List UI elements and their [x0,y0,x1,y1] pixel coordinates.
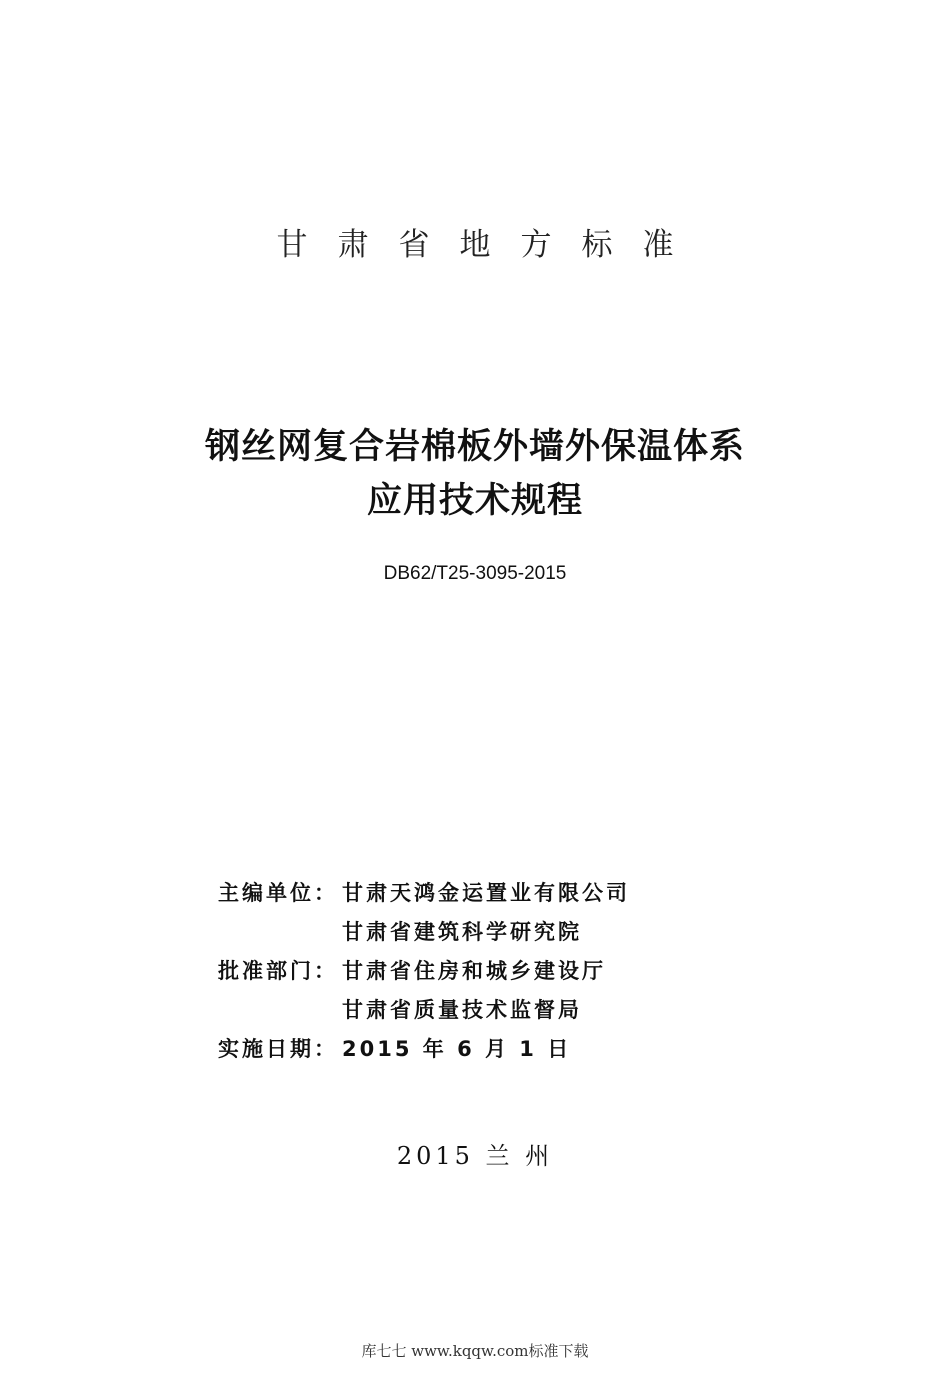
info-block [218,872,778,1067]
effective-date-row [218,1028,778,1067]
document-title [0,420,950,528]
approver-2: 甘肃省质量技术监督局 [342,997,582,1022]
document-category: 甘肃省地方标准 [276,227,704,263]
title-line-1: 钢丝网复合岩棉板外墙外保温体系 [204,427,745,467]
chief-editor-row [218,872,778,911]
chief-editor-row-2 [218,911,778,950]
standard-code: DB62/T25-3095-2015 [383,563,567,584]
effective-date: 2015 年 6 月 1 日 [342,1036,572,1061]
chief-editor-2: 甘肃省建筑科学研究院 [342,919,582,944]
chief-editor-label: 主编单位： [218,880,338,905]
publication-place-date: 2015 兰 州 [396,1142,554,1170]
watermark-text: 库七七 www.kqqw.com标准下载 [361,1342,589,1360]
approver-row-2 [218,989,778,1028]
approver-1: 甘肃省住房和城乡建设厅 [342,958,606,983]
approver-row [218,950,778,989]
effective-date-label: 实施日期： [218,1036,338,1061]
title-line-2: 应用技术规程 [366,481,583,521]
chief-editor-1: 甘肃天鸿金运置业有限公司 [342,880,630,905]
approver-label: 批准部门： [218,958,338,983]
